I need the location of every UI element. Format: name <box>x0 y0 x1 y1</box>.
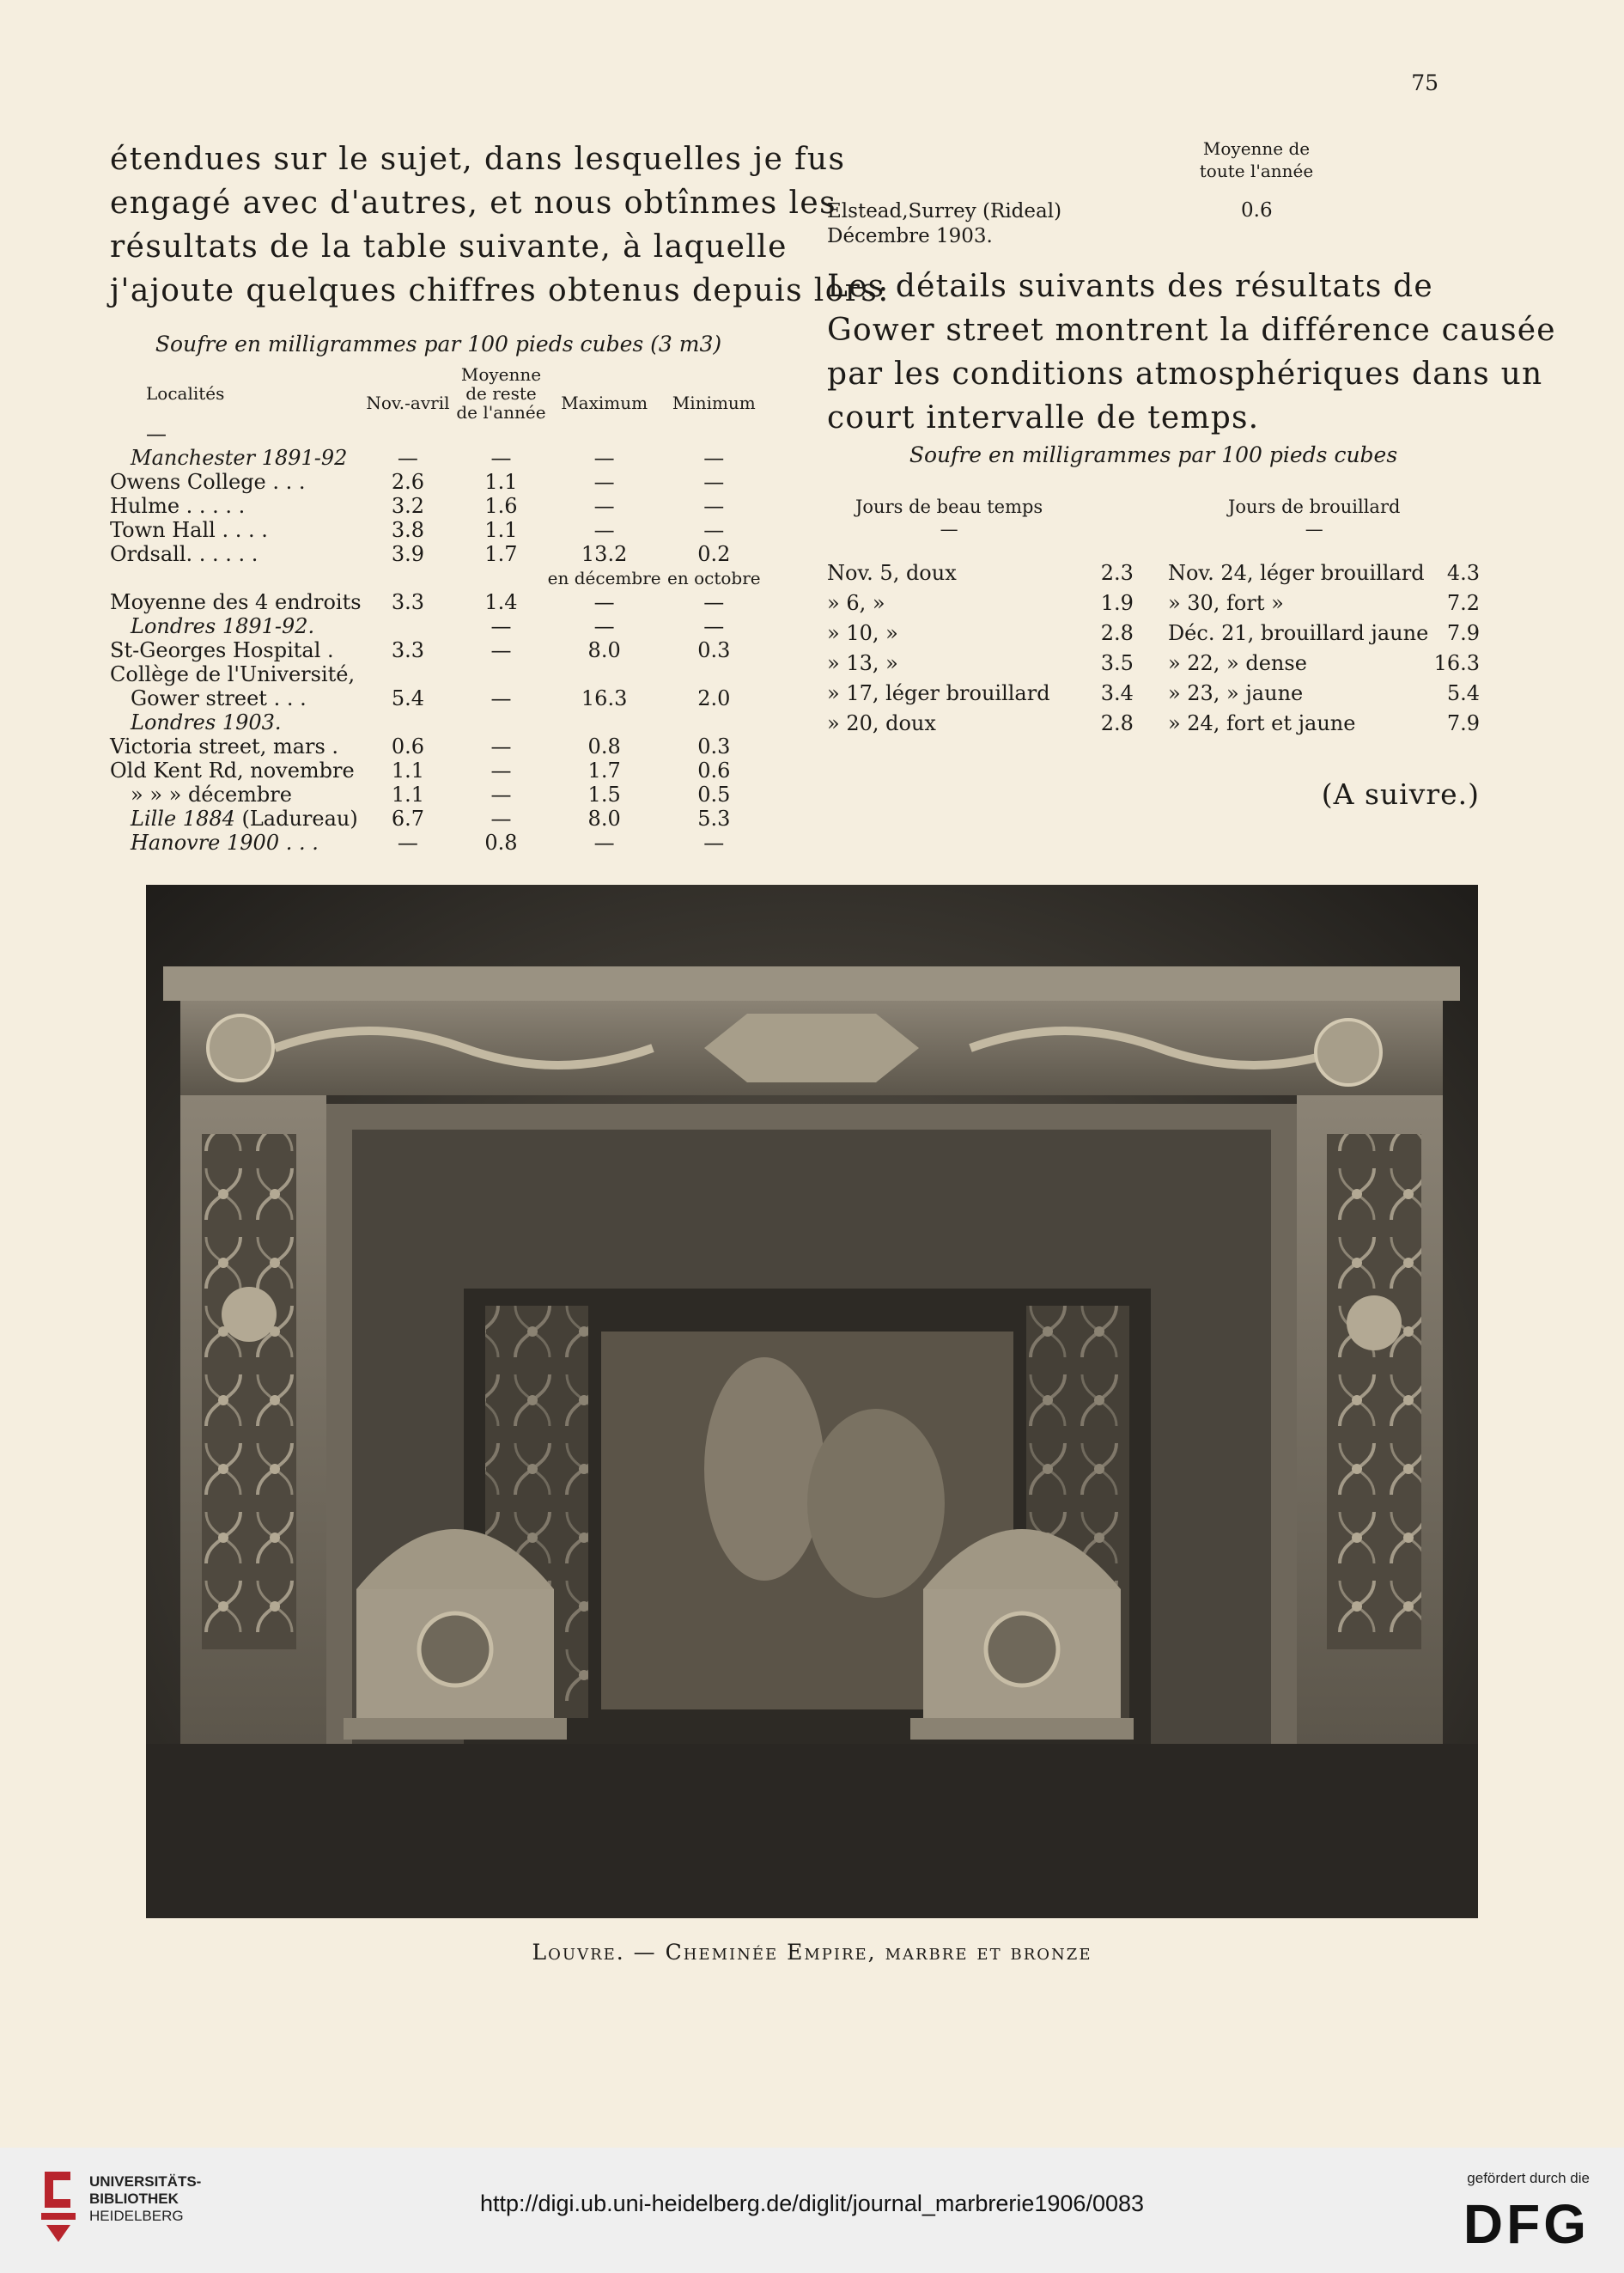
table-cell: — <box>490 759 512 783</box>
table-cell: 6.7 <box>391 807 424 831</box>
table-cell: Nov. 24, léger brouillard <box>1167 561 1425 585</box>
table-cell: — <box>703 446 725 470</box>
text-line: Les détails suivants des résultats de <box>827 269 1433 304</box>
table-cell: 0.3 <box>697 734 731 759</box>
table-cell: » 13, » <box>827 651 898 675</box>
table-row <box>110 614 767 638</box>
table-cell: 2.3 <box>1100 561 1134 585</box>
table-row <box>110 734 767 759</box>
table-cell: 0.3 <box>697 638 731 662</box>
table-cell: Déc. 21, brouillard jaune <box>1167 621 1429 645</box>
table-header-row <box>110 365 767 422</box>
header-moyenne: Moyenne de reste de l'année <box>456 364 546 423</box>
to-be-continued: (A suivre.) <box>1321 777 1480 811</box>
elstead-entry: Elstead,Surrey (Rideal) Décembre 1903. <box>827 200 1062 247</box>
table-cell: 0.8 <box>484 831 518 855</box>
header-minimum: Minimum <box>672 393 756 413</box>
table1-caption: Soufre en milligrammes par 100 pieds cubes (3 m3) <box>155 332 722 356</box>
table-cell: 7.9 <box>1446 711 1480 735</box>
left-paragraph <box>110 137 890 313</box>
text-line: résultats de la table suivante, à laquelle <box>110 229 788 265</box>
table-cell: 16.3 <box>581 686 628 710</box>
table-cell: 5.4 <box>1446 681 1480 705</box>
table-cell: » 6, » <box>827 591 885 615</box>
row-label: Lille 1884 (Ladureau) <box>131 807 358 831</box>
table-cell: — <box>490 614 512 638</box>
table-cell: 1.1 <box>391 759 424 783</box>
table-cell: 5.3 <box>697 807 731 831</box>
moyenne-heading: Moyenne de toute l'année <box>1199 138 1314 181</box>
funded-by-label: gefördert durch die <box>1467 2170 1590 2186</box>
table-row <box>110 710 767 734</box>
text-line: Gower street montrent la différence causée <box>827 313 1556 348</box>
fireplace-illustration <box>146 885 1478 1918</box>
header-localites: Localités <box>146 383 225 404</box>
table-cell <box>362 614 455 638</box>
table-cell: — <box>593 590 615 614</box>
table-cell: — <box>593 831 615 855</box>
table-cell: 3.3 <box>391 590 424 614</box>
table-cell: 8.0 <box>587 807 621 831</box>
table-row <box>110 566 767 590</box>
table-cell: — <box>490 686 512 710</box>
source-url-link[interactable]: http://digi.ub.uni-heidelberg.de/diglit/journal_marbrerie1906/0083 <box>479 2191 1145 2216</box>
page-number: 75 <box>1411 70 1438 95</box>
table-cell <box>661 710 767 734</box>
table-cell: 3.3 <box>391 638 424 662</box>
row-label: St-Georges Hospital . <box>110 638 334 662</box>
table-row <box>110 542 767 566</box>
table-cell <box>362 566 455 590</box>
subhead-fog: Jours de brouillard — <box>1228 497 1401 539</box>
table-row <box>110 686 767 710</box>
table-row <box>110 518 767 542</box>
table-row <box>110 494 767 518</box>
table-cell: — <box>490 783 512 807</box>
table-cell: 3.8 <box>391 518 424 542</box>
header-dash: — <box>146 422 167 446</box>
row-label <box>110 566 362 590</box>
table-cell: — <box>490 734 512 759</box>
table-cell <box>454 566 547 590</box>
table-cell: 1.1 <box>484 518 518 542</box>
table-row <box>110 446 767 470</box>
text-line: étendues sur le sujet, dans lesquelles je fus <box>110 142 846 177</box>
table-cell: » 23, » jaune <box>1167 681 1304 705</box>
header-maximum: Maximum <box>561 393 648 413</box>
table-cell: 16.3 <box>1433 651 1480 675</box>
text-line: engagé avec d'autres, et nous obtînmes les <box>110 186 836 221</box>
table-cell: — <box>397 831 418 855</box>
table-cell: — <box>703 831 725 855</box>
row-label: » » » décembre <box>131 783 292 807</box>
table-row <box>110 807 767 831</box>
row-label: Hanovre 1900 . . . <box>131 831 319 855</box>
table-cell: — <box>397 446 418 470</box>
footer-bar <box>0 2148 1624 2273</box>
table-row <box>110 470 767 494</box>
table-cell: » 10, » <box>827 621 898 645</box>
table-cell: — <box>703 518 725 542</box>
table-cell: 3.9 <box>391 542 424 566</box>
table-cell: 1.6 <box>484 494 518 518</box>
table-cell: 7.2 <box>1446 591 1480 615</box>
table-cell: — <box>490 638 512 662</box>
table-cell: — <box>593 494 615 518</box>
table-cell: 13.2 <box>581 542 628 566</box>
table-cell: 5.4 <box>391 686 424 710</box>
table-cell: 2.8 <box>1100 711 1134 735</box>
row-label: Londres 1903. <box>131 710 282 734</box>
table-cell: — <box>593 518 615 542</box>
table-cell <box>362 710 455 734</box>
table-cell: 0.5 <box>697 783 731 807</box>
table-cell: 1.1 <box>484 470 518 494</box>
row-label: Manchester 1891-92 <box>131 446 348 470</box>
row-label: Collège de l'Université, <box>110 662 356 686</box>
weather-table <box>827 558 1480 739</box>
table-cell: » 30, fort » <box>1167 591 1284 615</box>
table-cell <box>548 662 661 686</box>
table-cell: — <box>593 614 615 638</box>
table-cell: 8.0 <box>587 638 621 662</box>
table2-caption: Soufre en milligrammes par 100 pieds cubes <box>909 442 1398 467</box>
dfg-logo: DFG <box>1463 2193 1590 2255</box>
table-cell: en décembre <box>547 568 661 588</box>
table-cell: » 24, fort et jaune <box>1167 711 1356 735</box>
table-cell <box>548 710 661 734</box>
table-cell: 0.6 <box>697 759 731 783</box>
table-cell: 2.6 <box>391 470 424 494</box>
table-cell: — <box>593 470 615 494</box>
table-row <box>827 558 1480 588</box>
header-nov-avril: Nov.-avril <box>366 393 450 413</box>
table-row <box>827 619 1480 649</box>
text-line: j'ajoute quelques chiffres obtenus depuis lors: <box>110 273 890 308</box>
row-label: Owens College . . . <box>110 470 306 494</box>
table-cell <box>454 662 547 686</box>
table-cell: 0.2 <box>697 542 731 566</box>
table-cell: 3.5 <box>1100 651 1134 675</box>
sulfur-table <box>110 365 767 855</box>
table-cell <box>454 710 547 734</box>
table-cell: — <box>593 446 615 470</box>
table-cell: » 20, doux <box>827 711 936 735</box>
table-row <box>827 649 1480 679</box>
subhead-fair-weather: Jours de beau temps — <box>855 497 1043 539</box>
table-cell: 1.1 <box>391 783 424 807</box>
table-cell <box>362 662 455 686</box>
row-label: Gower street . . . <box>131 686 307 710</box>
table-cell: — <box>703 494 725 518</box>
fireplace-photograph <box>146 885 1478 1918</box>
table-cell: 1.9 <box>1100 591 1134 615</box>
row-label: Town Hall . . . . <box>110 518 268 542</box>
table-cell: — <box>490 446 512 470</box>
elstead-value: 0.6 <box>1241 199 1273 222</box>
table-row <box>827 679 1480 709</box>
table-row <box>110 662 767 686</box>
table-cell: 0.8 <box>587 734 621 759</box>
table-cell: 1.7 <box>484 542 518 566</box>
table-row <box>110 831 767 855</box>
table-cell: en octobre <box>667 568 761 588</box>
text-line: par les conditions atmosphériques dans un <box>827 356 1543 392</box>
table-cell: 1.5 <box>587 783 621 807</box>
table-row <box>827 588 1480 619</box>
table-row <box>110 590 767 614</box>
row-label: Moyenne des 4 endroits <box>110 590 362 614</box>
row-label: Victoria street, mars . <box>110 734 339 759</box>
table-cell: — <box>703 590 725 614</box>
figure-caption: Louvre. — Cheminée Empire, marbre et bronze <box>532 1940 1092 1965</box>
table-row <box>110 783 767 807</box>
table-cell <box>661 662 767 686</box>
row-label: Old Kent Rd, novembre <box>110 759 355 783</box>
row-label: Hulme . . . . . <box>110 494 246 518</box>
right-paragraph <box>827 265 1556 440</box>
table-cell: 1.7 <box>587 759 621 783</box>
table-row <box>110 638 767 662</box>
table-cell: — <box>703 614 725 638</box>
table-cell: 7.9 <box>1446 621 1480 645</box>
table-cell: » 17, léger brouillard <box>827 681 1050 705</box>
row-label: Londres 1891-92. <box>131 614 315 638</box>
table-row <box>110 759 767 783</box>
table-cell: — <box>703 470 725 494</box>
table-cell: Nov. 5, doux <box>827 561 957 585</box>
university-library-name: UNIVERSITÄTS- BIBLIOTHEK HEIDELBERG <box>89 2173 202 2224</box>
table-cell: 3.4 <box>1100 681 1134 705</box>
row-label: Ordsall. . . . . . <box>110 542 259 566</box>
table-cell: — <box>490 807 512 831</box>
table-cell: 4.3 <box>1446 561 1480 585</box>
text-line: court intervalle de temps. <box>827 400 1260 436</box>
table-cell: 1.4 <box>484 590 518 614</box>
table-row <box>827 709 1480 739</box>
table-cell: 2.8 <box>1100 621 1134 645</box>
table-cell: 2.0 <box>697 686 731 710</box>
table-cell: » 22, » dense <box>1167 651 1307 675</box>
table-cell: 0.6 <box>391 734 424 759</box>
table-cell: 3.2 <box>391 494 424 518</box>
